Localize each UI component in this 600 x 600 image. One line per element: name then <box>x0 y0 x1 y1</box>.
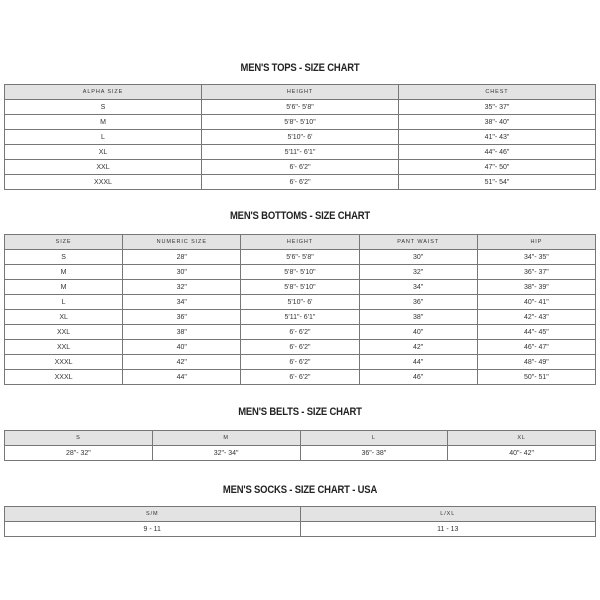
table-cell: XXL <box>5 340 123 355</box>
table-cell: 38" <box>359 310 477 325</box>
table-cell: 5'6"- 5'8" <box>241 250 359 265</box>
table-cell: 32" <box>123 280 241 295</box>
table-cell: S <box>5 250 123 265</box>
table-cell: 30" <box>359 250 477 265</box>
tops-size-table <box>4 84 596 190</box>
table-cell: M <box>5 115 202 130</box>
table-cell: XXXL <box>5 355 123 370</box>
column-header: HEIGHT <box>241 235 359 250</box>
belts-size-table <box>4 430 596 461</box>
table-cell: 47"- 50" <box>399 160 596 175</box>
table-cell: XXL <box>5 325 123 340</box>
table-cell: 28" <box>123 250 241 265</box>
table-cell: 6'- 6'2" <box>241 355 359 370</box>
table-row <box>5 446 596 461</box>
table-cell: 36" <box>123 310 241 325</box>
table-cell: 42" <box>359 340 477 355</box>
table-row <box>5 100 596 115</box>
column-header: L/XL <box>300 507 596 522</box>
table-cell: XXXL <box>5 175 202 190</box>
belts-title: MEN'S BELTS - SIZE CHART <box>238 406 362 418</box>
column-header: NUMERIC SIZE <box>123 235 241 250</box>
table-cell: 44" <box>359 355 477 370</box>
column-header: XL <box>448 431 596 446</box>
header-row <box>5 431 596 446</box>
table-cell: 50"- 51" <box>477 370 595 385</box>
table-cell: 44"- 45" <box>477 325 595 340</box>
table-cell: 38" <box>123 325 241 340</box>
table-cell: 36"- 38" <box>300 446 448 461</box>
bottoms-size-table <box>4 234 596 385</box>
socks-size-table <box>4 506 596 537</box>
table-cell: 5'11"- 6'1" <box>202 145 399 160</box>
table-cell: M <box>5 265 123 280</box>
table-row <box>5 522 596 537</box>
table-cell: 44"- 46" <box>399 145 596 160</box>
tops-title: MEN'S TOPS - SIZE CHART <box>240 62 360 74</box>
table-cell: XL <box>5 310 123 325</box>
table-cell: L <box>5 130 202 145</box>
table-cell: 5'8"- 5'10" <box>202 115 399 130</box>
table-cell: 34"- 35" <box>477 250 595 265</box>
table-cell: 36"- 37" <box>477 265 595 280</box>
header-row <box>5 85 596 100</box>
column-header: L <box>300 431 448 446</box>
table-cell: 38"- 39" <box>477 280 595 295</box>
table-cell: 5'8"- 5'10" <box>241 265 359 280</box>
table-cell: 6'- 6'2" <box>202 160 399 175</box>
table-cell: 46"- 47" <box>477 340 595 355</box>
table-cell: 35"- 37" <box>399 100 596 115</box>
table-cell: 6'- 6'2" <box>241 340 359 355</box>
table-row <box>5 145 596 160</box>
column-header: S <box>5 431 153 446</box>
table-cell: M <box>5 280 123 295</box>
table-cell: 40"- 41" <box>477 295 595 310</box>
table-cell: 48"- 49" <box>477 355 595 370</box>
table-cell: 6'- 6'2" <box>202 175 399 190</box>
table-row <box>5 340 596 355</box>
table-cell: 36" <box>359 295 477 310</box>
table-cell: L <box>5 295 123 310</box>
column-header: M <box>152 431 300 446</box>
table-cell: 44" <box>123 370 241 385</box>
table-cell: 32"- 34" <box>152 446 300 461</box>
header-row <box>5 507 596 522</box>
column-header: SIZE <box>5 235 123 250</box>
table-row <box>5 310 596 325</box>
table-cell: 41"- 43" <box>399 130 596 145</box>
table-row <box>5 280 596 295</box>
table-cell: S <box>5 100 202 115</box>
table-cell: XXL <box>5 160 202 175</box>
table-cell: 6'- 6'2" <box>241 370 359 385</box>
column-header: HIP <box>477 235 595 250</box>
table-row <box>5 250 596 265</box>
table-cell: 30" <box>123 265 241 280</box>
table-cell: 9 - 11 <box>5 522 301 537</box>
table-cell: 40" <box>359 325 477 340</box>
table-row <box>5 115 596 130</box>
table-cell: 6'- 6'2" <box>241 325 359 340</box>
header-row <box>5 235 596 250</box>
table-cell: 28"- 32" <box>5 446 153 461</box>
table-row <box>5 130 596 145</box>
table-cell: 42"- 43" <box>477 310 595 325</box>
table-row <box>5 370 596 385</box>
table-cell: 38"- 40" <box>399 115 596 130</box>
table-row <box>5 160 596 175</box>
table-cell: 34" <box>359 280 477 295</box>
table-row <box>5 355 596 370</box>
table-cell: 5'10"- 6' <box>202 130 399 145</box>
table-cell: 42" <box>123 355 241 370</box>
table-cell: 40" <box>123 340 241 355</box>
socks-title: MEN'S SOCKS - SIZE CHART - USA <box>222 484 378 496</box>
table-cell: 5'11"- 6'1" <box>241 310 359 325</box>
table-cell: XL <box>5 145 202 160</box>
table-cell: 46" <box>359 370 477 385</box>
table-cell: 11 - 13 <box>300 522 596 537</box>
table-cell: 5'6"- 5'8" <box>202 100 399 115</box>
table-row <box>5 175 596 190</box>
column-header: PANT WAIST <box>359 235 477 250</box>
table-cell: 34" <box>123 295 241 310</box>
column-header: CHEST <box>399 85 596 100</box>
column-header: ALPHA SIZE <box>5 85 202 100</box>
table-cell: XXXL <box>5 370 123 385</box>
table-row <box>5 265 596 280</box>
column-header: S/M <box>5 507 301 522</box>
table-cell: 5'10"- 6' <box>241 295 359 310</box>
table-row <box>5 295 596 310</box>
table-cell: 40"- 42" <box>448 446 596 461</box>
table-cell: 5'8"- 5'10" <box>241 280 359 295</box>
table-row <box>5 325 596 340</box>
table-cell: 32" <box>359 265 477 280</box>
column-header: HEIGHT <box>202 85 399 100</box>
table-cell: 51"- 54" <box>399 175 596 190</box>
bottoms-title: MEN'S BOTTOMS - SIZE CHART <box>229 210 371 222</box>
